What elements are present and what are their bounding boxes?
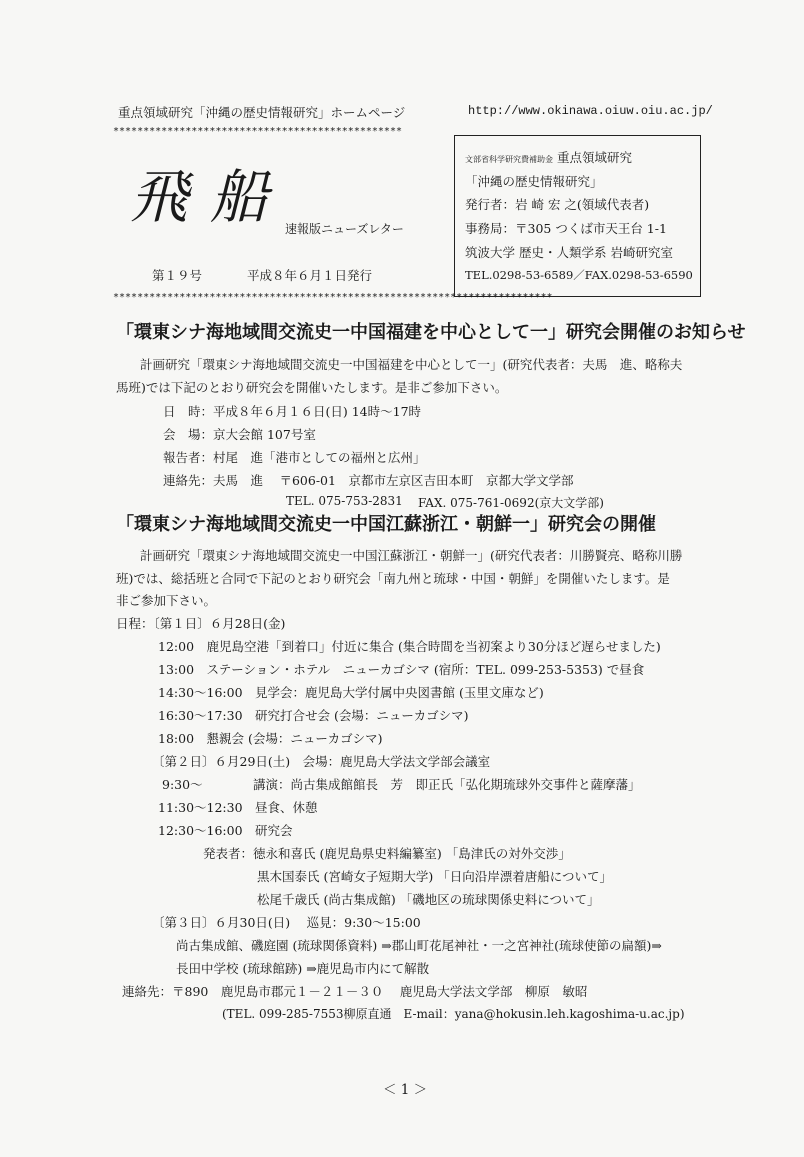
section1-venue: 会 場：京大会館 107号室 (163, 427, 316, 442)
box-line-1 (465, 148, 632, 166)
presenter-3: 松尾千歳氏 (尚古集成館) 「磯地区の琉球関係史料について」 (257, 892, 600, 907)
section2-intro-1: 計画研究「環東シナ海地域間交流史一中国江蘇浙江・朝鮮一」(研究代表者：川勝賢亮、略称川勝 (140, 548, 683, 563)
issue-date: 平成８年６月１日発行 (247, 268, 373, 283)
publisher-box (454, 135, 701, 297)
day1-item-5: 18:00 懇親会 (会場：ニューカゴシマ) (158, 731, 383, 746)
project-line: 重点領域研究「沖縄の歴史情報研究」ホームページ (118, 105, 406, 120)
day3-route-2: 長田中学校 (琉球館跡) ⇒鹿児島市内にて解散 (176, 961, 430, 976)
homepage-url[interactable]: http://www.okinawa.oiuw.oiu.ac.jp/ (468, 104, 713, 118)
grant-label: 文部省科学研究費補助金 (465, 155, 553, 164)
day2-session: 12:30～16:00 研究会 (158, 823, 293, 838)
section1-tel: TEL. 075-753-2831 (286, 494, 403, 508)
section2-intro-3: 非ご参加下さい。 (116, 593, 217, 608)
section1-intro-2: 馬班)では下記のとおり研究会を開催いたします。是非ご参加下さい。 (116, 380, 508, 395)
day1-item-4: 16:30～17:30 研究打合せ会 (会場：ニューカゴシマ) (158, 708, 469, 723)
day2-lecture: 講演：尚古集成館館長 芳 即正氏「弘化期琉球外交事件と薩摩藩」 (253, 777, 641, 792)
box-line-5: 筑波大学 歴史・人類学系 岩崎研究室 (465, 245, 673, 260)
presenter-1: 発表者：徳永和喜氏 (鹿児島県史料編纂室) 「島津氏の対外交渉」 (203, 846, 571, 861)
presenter-2: 黒木国泰氏 (宮崎女子短期大学) 「日向沿岸漂着唐船について」 (257, 869, 612, 884)
newsletter-logo: 飛船 (130, 163, 291, 231)
area-research: 重点領域研究 (556, 150, 632, 165)
section1-title: 「環東シナ海地域間交流史一中国福建を中心として一」研究会開催のお知らせ (116, 322, 746, 343)
day2-lecture-time: 9:30～ (162, 777, 203, 792)
day2-lunch: 11:30～12:30 昼食、休憩 (158, 800, 318, 815)
box-line-4: 事務局：〒305 つくば市天王台 1-1 (465, 221, 667, 236)
section2-title: 「環東シナ海地域間交流史一中国江蘇浙江・朝鮮一」研究会の開催 (116, 514, 656, 535)
newsletter-subtitle: 速報版ニューズレター (285, 222, 404, 236)
section1-date: 日 時：平成８年６月１６日(日) 14時～17時 (163, 404, 422, 419)
section1-speaker: 報告者：村尾 進「港市としての福州と広州」 (163, 450, 426, 465)
box-line-2: 「沖縄の歴史情報研究」 (465, 174, 603, 189)
page-number: ＜ 1 ＞ (383, 1082, 428, 1098)
day1-item-3: 14:30～16:00 見学会：鹿児島大学付属中央図書館 (玉里文庫など) (158, 685, 544, 700)
section2-contact-tel[interactable]: (TEL. 099-285-7553柳原直通 E-mail：yana@hokusin.leh.kagoshima-u.ac.jp) (222, 1007, 685, 1021)
star-rule-top: ************************************************ (113, 126, 402, 137)
box-line-6: TEL.0298-53-6589／FAX.0298-53-6590 (465, 268, 693, 282)
star-rule-bottom: ************************************************************************* (113, 292, 553, 303)
schedule-day2-label: 〔第２日〕６月29日(土) 会場：鹿児島大学法文学部会議室 (152, 754, 491, 769)
section1-intro-1: 計画研究「環東シナ海地域間交流史一中国福建を中心として一」(研究代表者：夫馬 進、略称夫 (140, 357, 683, 372)
section1-contact: 連絡先：夫馬 進 〒606-01 京都市左京区吉田本町 京都大学文学部 (163, 473, 574, 488)
schedule-day1-label: 日程：〔第１日〕６月28日(金) (116, 616, 286, 631)
section2-intro-2: 班)では、総括班と合同で下記のとおり研究会「南九州と琉球・中国・朝鮮」を開催いたします。是 (116, 571, 670, 586)
section1-fax: FAX. 075-761-0692(京大文学部) (418, 496, 604, 510)
box-line-3: 発行者：岩 崎 宏 之(領域代表者) (465, 197, 650, 212)
section2-contact: 連絡先：〒890 鹿児島市郡元１－２１－３０ 鹿児島大学法文学部 柳原 敏昭 (122, 984, 588, 999)
day1-item-1: 12:00 鹿児島空港「到着口」付近に集合 (集合時間を当初案より30分ほど遅らせました) (158, 639, 661, 654)
issue-number: 第１９号 (152, 268, 203, 283)
schedule-day3-label: 〔第３日〕６月30日(日) 巡見：9:30～15:00 (152, 915, 421, 930)
day1-item-2: 13:00 ステーション・ホテル ニューカゴシマ (宿所：TEL. 099-253-5353) で昼食 (158, 662, 645, 677)
day3-route-1: 尚古集成館、磯庭園 (琉球関係資料) ⇒郡山町花尾神社・一之宮神社(琉球使節の扁額)⇒ (176, 938, 662, 953)
